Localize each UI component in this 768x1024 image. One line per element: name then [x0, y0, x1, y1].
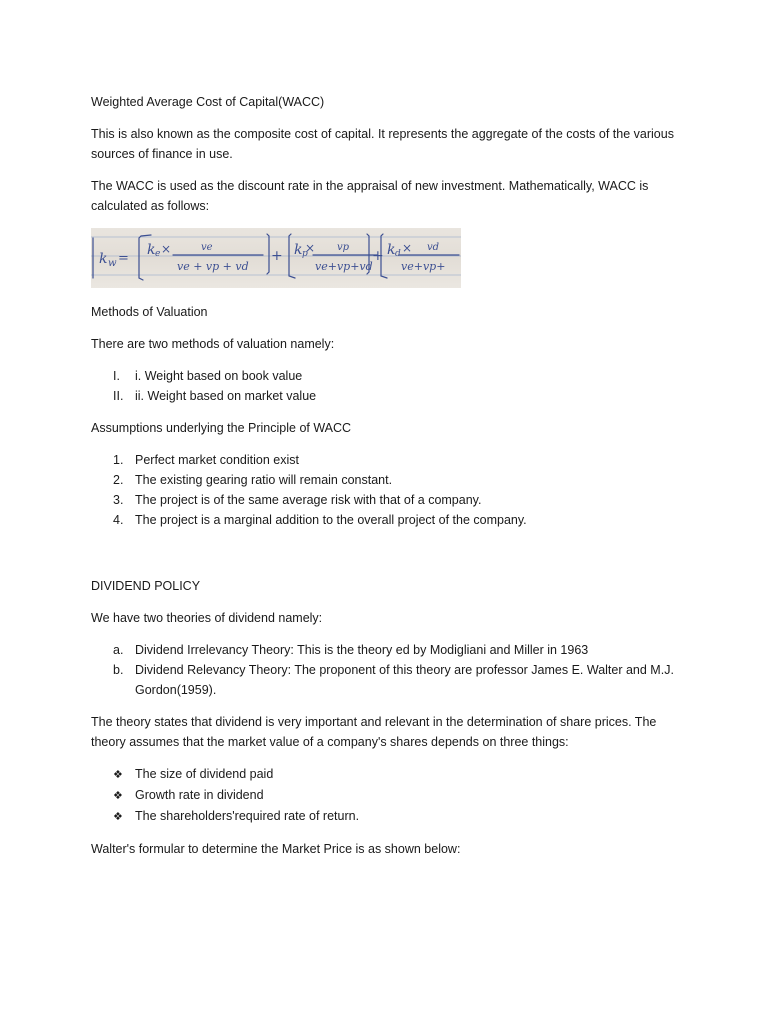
svg-text:k: k [147, 242, 156, 258]
list-item-text: The shareholders'required rate of return. [135, 809, 360, 823]
diamond-bullet-icon: ❖ [113, 790, 123, 802]
list-item-text: The project is of the same average risk with that of a company. [135, 493, 482, 507]
list-item-text: The size of dividend paid [135, 767, 274, 781]
svg-text:e: e [155, 249, 161, 259]
list-item [91, 470, 681, 490]
list-item [91, 785, 681, 806]
list-item [91, 366, 681, 386]
document-page [91, 92, 681, 871]
svg-text:×: × [402, 241, 413, 255]
list-marker: 3. [113, 493, 124, 507]
list-marker: 1. [113, 453, 124, 467]
list-marker: b. [113, 663, 124, 677]
list-item-text: Perfect market condition exist [135, 453, 299, 467]
methods-list [91, 366, 681, 406]
list-item-text: ii. Weight based on market value [135, 389, 317, 403]
svg-text:ve+vp+vd: ve+vp+vd [315, 260, 373, 273]
handwritten-formula-drawing [91, 228, 461, 288]
list-item [91, 510, 681, 530]
list-item-text: Growth rate in dividend [135, 788, 264, 802]
list-item [91, 806, 681, 827]
list-item-text: Dividend Relevancy Theory: The proponent of this theory are professor James E. Walter and M.J. Gordon(1959). [135, 663, 674, 697]
list-marker: a. [113, 643, 124, 657]
list-marker: 4. [113, 513, 124, 527]
diamond-bullet-icon: ❖ [113, 769, 123, 781]
svg-text:×: × [305, 241, 316, 255]
svg-text:=: = [118, 251, 129, 266]
list-item [91, 386, 681, 406]
methods-heading: Methods of Valuation [91, 305, 208, 319]
dividend-heading: DIVIDEND POLICY [91, 579, 201, 593]
svg-text:×: × [161, 242, 172, 256]
list-marker: I. [113, 369, 120, 383]
svg-text:p: p [302, 249, 308, 259]
list-item [91, 490, 681, 510]
svg-text:vd: vd [427, 242, 440, 253]
svg-text:w: w [108, 258, 117, 269]
theory-paragraph: The theory states that dividend is very important and relevant in the determination of share prices. The theory assumes that the market value of a company's shares depends on three things: [91, 715, 657, 749]
document-title: Weighted Average Cost of Capital(WACC) [91, 95, 325, 109]
list-marker: 2. [113, 473, 124, 487]
list-item [91, 764, 681, 785]
wacc-usage-paragraph: The WACC is used as the discount rate in the appraisal of new investment. Mathematically, WACC is calculated as follows: [91, 179, 649, 213]
svg-text:k: k [387, 242, 396, 258]
section-spacer [91, 542, 681, 576]
methods-intro: There are two methods of valuation namely: [91, 337, 335, 351]
svg-text:k: k [99, 251, 108, 267]
svg-text:vp: vp [337, 242, 350, 253]
svg-text:k: k [294, 242, 303, 258]
svg-text:+: + [271, 248, 283, 264]
svg-text:ve+vp+: ve+vp+ [401, 260, 446, 273]
list-item-text: The existing gearing ratio will remain constant. [135, 473, 393, 487]
intro-paragraph: This is also known as the composite cost of capital. It represents the aggregate of the costs of the various sources of finance in use. [91, 127, 674, 161]
assumptions-list [91, 450, 681, 530]
list-marker: II. [113, 389, 124, 403]
list-item [91, 640, 681, 660]
wacc-formula-image [91, 228, 461, 288]
factors-list [91, 764, 681, 827]
list-item-text: i. Weight based on book value [135, 369, 303, 383]
dividend-intro: We have two theories of dividend namely: [91, 611, 323, 625]
list-item-text: The project is a marginal addition to the overall project of the company. [135, 513, 527, 527]
list-item-text: Dividend Irrelevancy Theory: This is the theory ed by Modigliani and Miller in 1963 [135, 643, 589, 657]
assumptions-heading: Assumptions underlying the Principle of WACC [91, 421, 352, 435]
svg-text:+: + [372, 248, 384, 264]
svg-text:ve + vp + vd: ve + vp + vd [177, 260, 249, 273]
diamond-bullet-icon: ❖ [113, 811, 123, 823]
list-item [91, 450, 681, 470]
svg-text:d: d [395, 249, 401, 259]
list-item [91, 660, 681, 700]
dividend-theories-list [91, 640, 681, 700]
svg-text:ve: ve [201, 242, 213, 253]
walter-formula-intro: Walter's formular to determine the Market Price is as shown below: [91, 842, 461, 856]
